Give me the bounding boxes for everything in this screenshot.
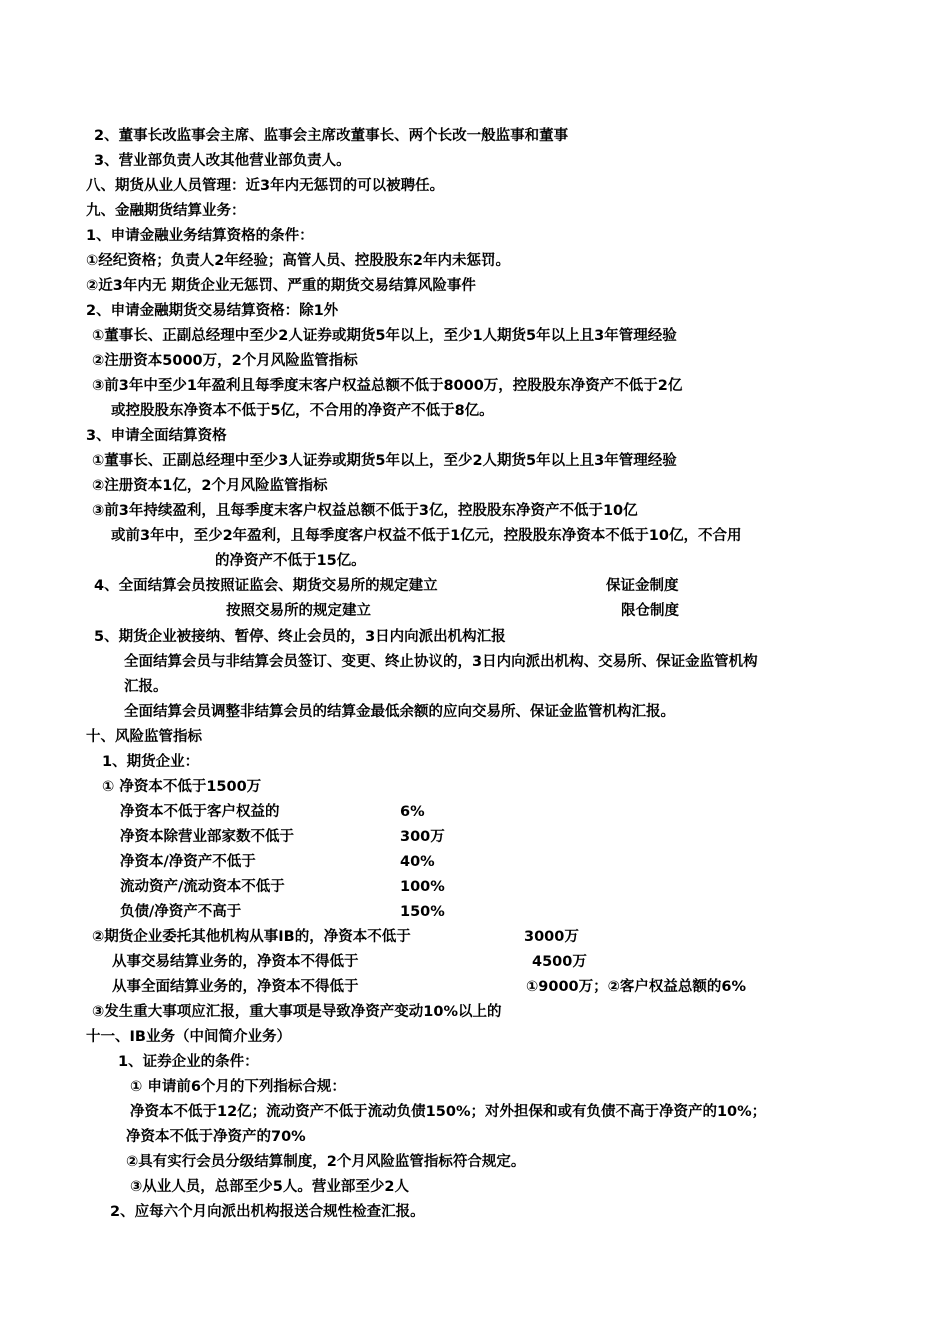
text-line: 九、金融期货结算业务： xyxy=(86,203,246,219)
text-line: 保证金制度 xyxy=(606,578,679,594)
text-line: 净资本不低于12亿；流动资产不低于流动负债150%；对外担保和或有负债不高于净资产的10%； xyxy=(130,1104,767,1120)
text-line: 汇报。 xyxy=(124,679,168,695)
text-line: 按照交易所的规定建立 xyxy=(226,603,371,619)
text-line: 1、期货企业： xyxy=(102,754,200,770)
text-line: 3000万 xyxy=(524,929,579,945)
text-line: 全面结算会员调整非结算会员的结算金最低余额的应向交易所、保证金监管机构汇报。 xyxy=(124,704,675,720)
text-line: 限仓制度 xyxy=(621,603,679,619)
text-line: 净资本/净资产不低于 xyxy=(120,854,256,870)
text-line: 3、营业部负责人改其他营业部负责人。 xyxy=(94,153,351,169)
text-line: ②期货企业委托其他机构从事IB的，净资本不低于 xyxy=(92,929,411,945)
text-line: 流动资产/流动资本不低于 xyxy=(120,879,285,895)
text-line: 十一、IB业务（中间简介业务） xyxy=(86,1029,291,1045)
text-line: 净资本不低于净资产的70% xyxy=(126,1129,306,1145)
text-line: 净资本除营业部家数不低于 xyxy=(120,829,294,845)
text-line: ① 申请前6个月的下列指标合规： xyxy=(130,1079,346,1095)
text-line: 从事交易结算业务的，净资本不得低于 xyxy=(112,954,359,970)
text-line: 十、风险监管指标 xyxy=(86,729,202,745)
text-line: 或控股股东净资本不低于5亿，不合用的净资产不低于8亿。 xyxy=(111,403,494,419)
text-line: ③发生重大事项应汇报，重大事项是导致净资产变动10%以上的 xyxy=(92,1004,502,1020)
text-line: 2、董事长改监事会主席、监事会主席改董事长、两个长改一般监事和董事 xyxy=(94,128,569,144)
text-line: 1、证券企业的条件： xyxy=(118,1054,259,1070)
text-line: 300万 xyxy=(400,829,445,845)
text-line: 全面结算会员与非结算会员签订、变更、终止协议的，3日内向派出机构、交易所、保证金监管机构 xyxy=(124,654,758,670)
text-line: ②具有实行会员分级结算制度，2个月风险监管指标符合规定。 xyxy=(126,1154,526,1170)
text-line: 或前3年中，至少2年盈利，且每季度客户权益不低于1亿元，控股股东净资本不低于10亿，不合用 xyxy=(111,528,742,544)
text-line: 2、应每六个月向派出机构报送合规性检查汇报。 xyxy=(110,1204,425,1220)
text-line: ① 净资本不低于1500万 xyxy=(102,779,262,795)
text-line: ③前3年中至少1年盈利且每季度末客户权益总额不低于8000万，控股股东净资产不低于2亿 xyxy=(92,378,683,394)
text-line: 4、全面结算会员按照证监会、期货交易所的规定建立 xyxy=(94,578,438,594)
text-line: 1、申请金融业务结算资格的条件： xyxy=(86,228,314,244)
text-line: 100% xyxy=(400,879,445,895)
text-line: 5、期货企业被接纳、暂停、终止会员的，3日内向派出机构汇报 xyxy=(94,629,506,645)
text-line: ②注册资本5000万，2个月风险监管指标 xyxy=(92,353,358,369)
text-line: 2、申请金融期货交易结算资格：除1外 xyxy=(86,303,339,319)
text-line: ③从业人员，总部至少5人。营业部至少2人 xyxy=(130,1179,409,1195)
text-line: 4500万 xyxy=(532,954,587,970)
text-line: ①经纪资格；负责人2年经验；高管人员、控股股东2年内未惩罚。 xyxy=(86,253,510,269)
text-line: 6% xyxy=(400,804,425,820)
text-line: 净资本不低于客户权益的 xyxy=(120,804,280,820)
text-line: 负债/净资产不高于 xyxy=(120,904,242,920)
text-line: ③前3年持续盈利，且每季度末客户权益总额不低于3亿，控股股东净资产不低于10亿 xyxy=(92,503,638,519)
text-line: 从事全面结算业务的，净资本不得低于 xyxy=(112,979,359,995)
text-line: ①9000万；②客户权益总额的6% xyxy=(526,979,747,995)
text-line: ①董事长、正副总经理中至少3人证券或期货5年以上，至少2人期货5年以上且3年管理经验 xyxy=(92,453,677,469)
text-line: 3、申请全面结算资格 xyxy=(86,428,227,444)
text-line: ②近3年内无 期货企业无惩罚、严重的期货交易结算风险事件 xyxy=(86,278,476,294)
text-line: ②注册资本1亿，2个月风险监管指标 xyxy=(92,478,328,494)
text-line: ①董事长、正副总经理中至少2人证券或期货5年以上，至少1人期货5年以上且3年管理经验 xyxy=(92,328,677,344)
text-line: 八、期货从业人员管理：近3年内无惩罚的可以被聘任。 xyxy=(86,178,445,194)
text-line: 的净资产不低于15亿。 xyxy=(215,553,366,569)
text-line: 150% xyxy=(400,904,445,920)
text-line: 40% xyxy=(400,854,435,870)
